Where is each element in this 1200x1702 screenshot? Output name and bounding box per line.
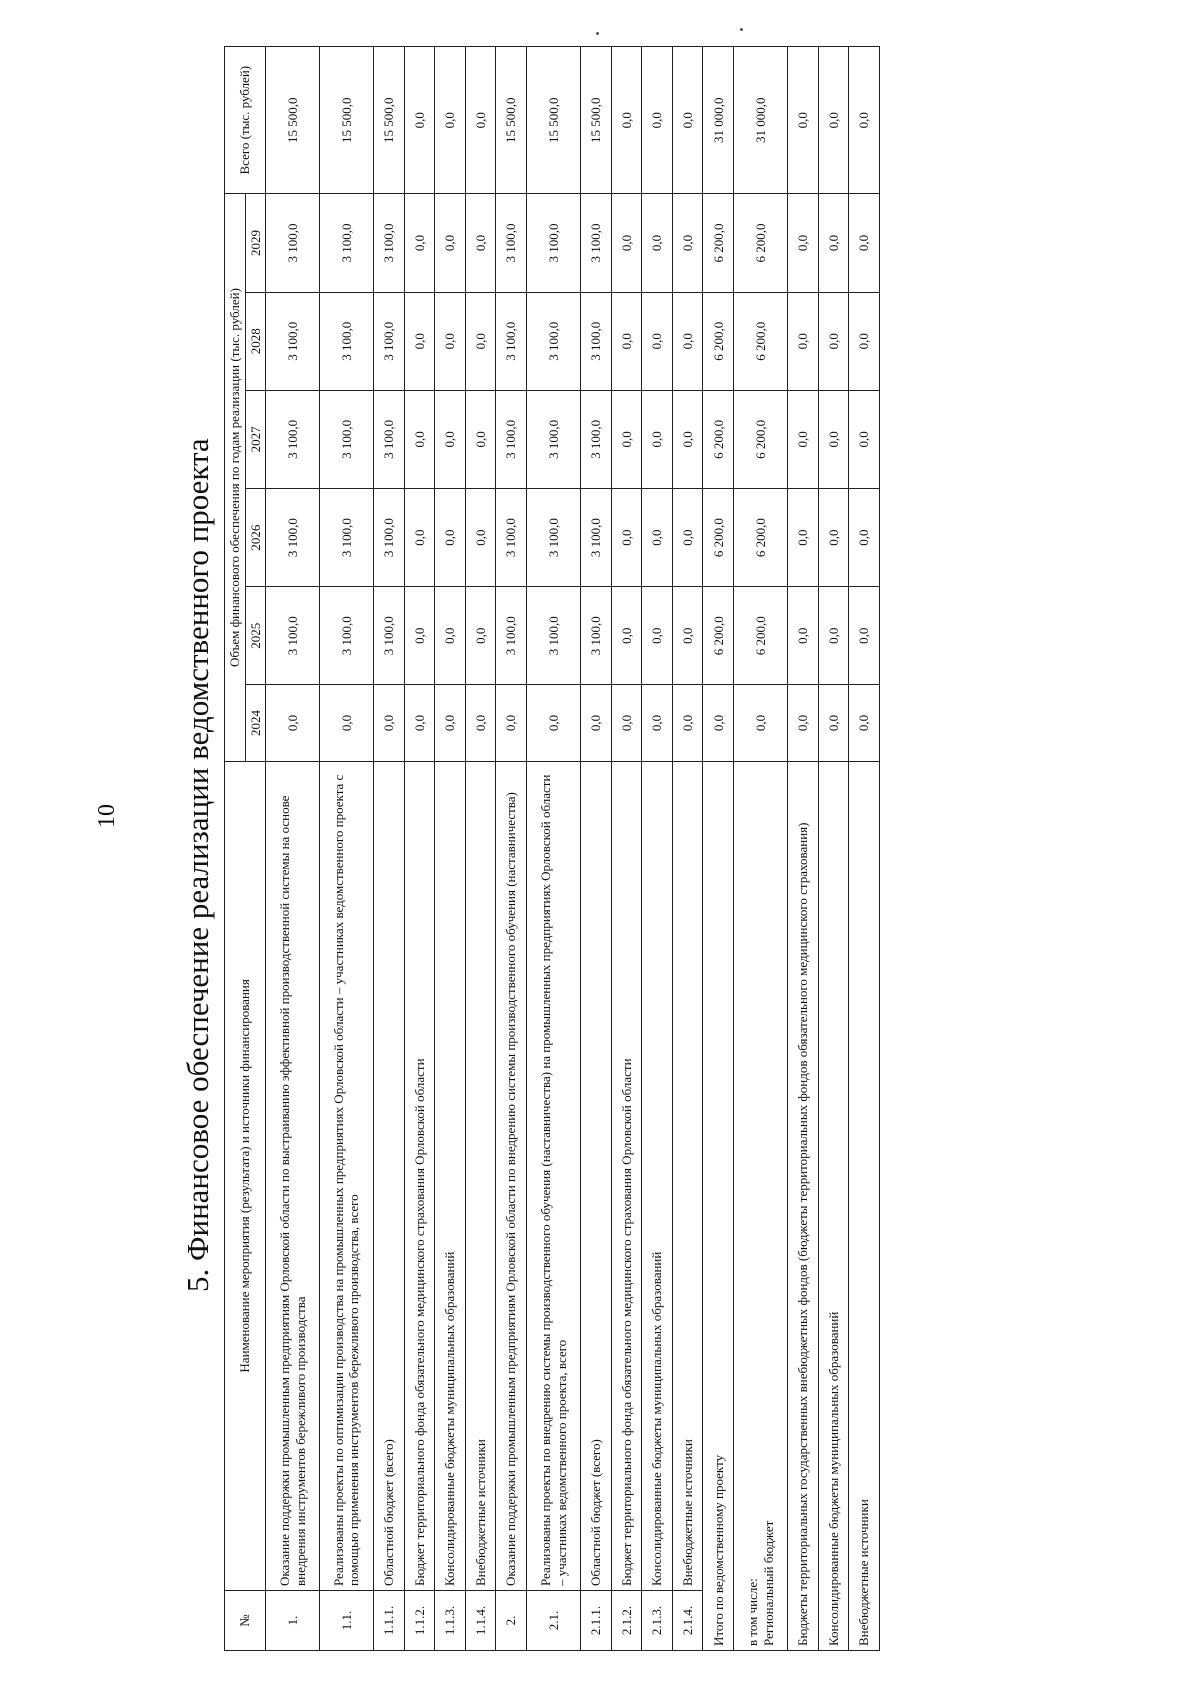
- summary-year-value: 0,0: [849, 587, 880, 685]
- summary-year-value: 0,0: [818, 194, 849, 292]
- header-year: 2025: [245, 587, 266, 685]
- header-num: №: [225, 1591, 266, 1651]
- summary-name-text: Консолидированные бюджеты муниципальных образований: [825, 1311, 841, 1646]
- summary-year-value: 6 200,0: [734, 194, 788, 292]
- row-year-value: 0,0: [435, 390, 466, 488]
- summary-year-value: 6 200,0: [734, 587, 788, 685]
- page-number: 10: [94, 804, 120, 828]
- row-name: Областной бюджет (всего): [373, 761, 404, 1590]
- table-row: [465, 47, 496, 1651]
- row-name: Оказание поддержки промышленным предприятиям Орловской области по выстраиванию эффективной производственной системы на основе внедрения инструментов бережливого производства: [266, 761, 320, 1590]
- row-year-value: 0,0: [580, 685, 611, 761]
- row-year-value: 3 100,0: [580, 587, 611, 685]
- table-row: [527, 47, 581, 1651]
- row-year-value: 0,0: [465, 194, 496, 292]
- row-year-value: 3 100,0: [320, 587, 374, 685]
- summary-name: [703, 761, 734, 1650]
- row-year-value: 3 100,0: [496, 194, 527, 292]
- row-year-value: 3 100,0: [527, 587, 581, 685]
- header-year: 2028: [245, 292, 266, 390]
- row-year-value: 0,0: [672, 488, 703, 586]
- row-total: 0,0: [611, 47, 642, 194]
- row-year-value: 0,0: [496, 685, 527, 761]
- table-row: [435, 47, 466, 1651]
- summary-year-value: 0,0: [787, 292, 818, 390]
- summary-year-value: 0,0: [849, 390, 880, 488]
- row-year-value: 0,0: [266, 685, 320, 761]
- row-number: 1.1.: [320, 1591, 374, 1651]
- row-year-value: 0,0: [435, 488, 466, 586]
- row-year-value: 3 100,0: [580, 194, 611, 292]
- page-title: 5. Финансовое обеспечение реализации ведомственного проекта: [180, 438, 215, 1292]
- row-year-value: 3 100,0: [373, 194, 404, 292]
- row-year-value: 3 100,0: [266, 587, 320, 685]
- summary-year-value: 6 200,0: [734, 292, 788, 390]
- row-year-value: 0,0: [672, 292, 703, 390]
- row-total: 0,0: [672, 47, 703, 194]
- summary-row: [703, 47, 734, 1651]
- row-year-value: 3 100,0: [527, 390, 581, 488]
- summary-total: 0,0: [787, 47, 818, 194]
- row-year-value: 3 100,0: [266, 292, 320, 390]
- row-number: 2.1.: [527, 1591, 581, 1651]
- table-row: [611, 47, 642, 1651]
- row-total: 15 500,0: [266, 47, 320, 194]
- summary-row: [734, 47, 788, 1651]
- summary-row: [787, 47, 818, 1651]
- row-year-value: 0,0: [404, 292, 435, 390]
- row-year-value: 3 100,0: [527, 488, 581, 586]
- row-name: Внебюджетные источники: [465, 761, 496, 1590]
- header-years-group: Объем финансового обеспечения по годам реализации (тыс. рублей): [225, 194, 246, 761]
- row-year-value: 0,0: [611, 685, 642, 761]
- row-total: 15 500,0: [527, 47, 581, 194]
- row-year-value: 0,0: [611, 292, 642, 390]
- row-year-value: 3 100,0: [266, 194, 320, 292]
- row-name: Оказание поддержки промышленным предприятиям Орловской области по внедрению системы производственного обучения (наставничества): [496, 761, 527, 1590]
- summary-year-value: 6 200,0: [703, 194, 734, 292]
- row-name: Реализованы проекты по внедрению системы производственного обучения (наставничества) на промышленных предприятиях Орловской области – участниках ведомственного проекта, всего: [527, 761, 581, 1590]
- row-number: 1.1.3.: [435, 1591, 466, 1651]
- summary-year-value: 0,0: [818, 488, 849, 586]
- row-year-value: 0,0: [404, 194, 435, 292]
- row-year-value: 3 100,0: [580, 390, 611, 488]
- summary-name: [849, 761, 880, 1650]
- financing-table-container: [224, 46, 880, 1651]
- row-year-value: 3 100,0: [320, 292, 374, 390]
- row-total: 15 500,0: [373, 47, 404, 194]
- row-year-value: 0,0: [465, 587, 496, 685]
- header-year: 2024: [245, 685, 266, 761]
- summary-name-text: Бюджеты территориальных государственных внебюджетных фондов (бюджеты территориальных фондов обязательного медицинского страхования): [794, 822, 810, 1646]
- row-year-value: 3 100,0: [266, 390, 320, 488]
- row-total: 15 500,0: [580, 47, 611, 194]
- row-number: 1.: [266, 1591, 320, 1651]
- row-year-value: 0,0: [642, 587, 673, 685]
- table-row: [266, 47, 320, 1651]
- table-header-row: [225, 47, 246, 1651]
- table-row: [642, 47, 673, 1651]
- row-year-value: 0,0: [435, 194, 466, 292]
- summary-year-value: 0,0: [818, 587, 849, 685]
- row-year-value: 3 100,0: [320, 488, 374, 586]
- row-year-value: 3 100,0: [373, 292, 404, 390]
- row-year-value: 3 100,0: [373, 587, 404, 685]
- row-year-value: 0,0: [611, 587, 642, 685]
- row-number: 1.1.4.: [465, 1591, 496, 1651]
- row-year-value: 3 100,0: [580, 292, 611, 390]
- row-year-value: 3 100,0: [496, 390, 527, 488]
- row-year-value: 3 100,0: [320, 390, 374, 488]
- row-year-value: 0,0: [527, 685, 581, 761]
- summary-year-value: 0,0: [849, 292, 880, 390]
- row-year-value: 0,0: [672, 685, 703, 761]
- row-year-value: 3 100,0: [580, 488, 611, 586]
- financing-table: [224, 46, 880, 1651]
- row-year-value: 0,0: [465, 685, 496, 761]
- row-year-value: 0,0: [611, 194, 642, 292]
- summary-year-value: 0,0: [849, 488, 880, 586]
- row-year-value: 0,0: [611, 390, 642, 488]
- row-year-value: 3 100,0: [266, 488, 320, 586]
- row-year-value: 0,0: [435, 685, 466, 761]
- row-year-value: 0,0: [642, 390, 673, 488]
- row-year-value: 0,0: [465, 292, 496, 390]
- row-name: Консолидированные бюджеты муниципальных образований: [642, 761, 673, 1590]
- scan-speck: [740, 28, 743, 31]
- summary-total: 0,0: [818, 47, 849, 194]
- summary-year-value: 6 200,0: [703, 390, 734, 488]
- header-year: 2027: [245, 390, 266, 488]
- row-year-value: 0,0: [404, 390, 435, 488]
- summary-year-value: 0,0: [787, 587, 818, 685]
- summary-name-text: Внебюджетные источники: [856, 1499, 872, 1646]
- row-year-value: 3 100,0: [496, 587, 527, 685]
- summary-name: [734, 761, 788, 1650]
- summary-total: 0,0: [849, 47, 880, 194]
- row-year-value: 0,0: [642, 292, 673, 390]
- summary-year-value: 0,0: [787, 390, 818, 488]
- row-year-value: 0,0: [465, 488, 496, 586]
- row-name: Внебюджетные источники: [672, 761, 703, 1590]
- row-name: Реализованы проекты по оптимизации производства на промышленных предприятиях Орловской области – участниках ведомственного проекта с помощью применения инструментов бережливого производства, всего: [320, 761, 374, 1590]
- table-row: [373, 47, 404, 1651]
- summary-year-value: 0,0: [787, 685, 818, 761]
- row-total: 0,0: [465, 47, 496, 194]
- row-year-value: 0,0: [642, 685, 673, 761]
- summary-year-value: 0,0: [787, 488, 818, 586]
- scan-speck: [596, 32, 599, 35]
- summary-year-value: 6 200,0: [703, 292, 734, 390]
- row-number: 2.1.4.: [672, 1591, 703, 1651]
- row-total: 0,0: [435, 47, 466, 194]
- header-year: 2029: [245, 194, 266, 292]
- row-name: Бюджет территориального фонда обязательного медицинского страхования Орловской области: [404, 761, 435, 1590]
- row-total: 15 500,0: [320, 47, 374, 194]
- row-year-value: 0,0: [672, 390, 703, 488]
- row-year-value: 0,0: [320, 685, 374, 761]
- row-number: 2.1.1.: [580, 1591, 611, 1651]
- row-number: 1.1.2.: [404, 1591, 435, 1651]
- summary-year-value: 6 200,0: [703, 488, 734, 586]
- summary-name: [787, 761, 818, 1650]
- row-year-value: 3 100,0: [527, 292, 581, 390]
- summary-year-value: 0,0: [818, 390, 849, 488]
- header-name: Наименование мероприятия (результата) и источники финансирования: [225, 761, 266, 1590]
- table-row: [580, 47, 611, 1651]
- row-number: 2.1.2.: [611, 1591, 642, 1651]
- row-year-value: 0,0: [435, 587, 466, 685]
- summary-year-value: 0,0: [849, 194, 880, 292]
- header-total: Всего (тыс. рублей): [225, 47, 266, 194]
- summary-name: [818, 761, 849, 1650]
- summary-year-value: 6 200,0: [734, 390, 788, 488]
- row-year-value: 3 100,0: [373, 488, 404, 586]
- summary-name-prefix: в том числе:: [744, 1578, 760, 1646]
- row-year-value: 0,0: [672, 587, 703, 685]
- row-year-value: 0,0: [435, 292, 466, 390]
- row-total: 15 500,0: [496, 47, 527, 194]
- summary-name-text: Итого по ведомственному проекту: [710, 1454, 726, 1646]
- row-total: 0,0: [642, 47, 673, 194]
- row-total: 0,0: [404, 47, 435, 194]
- summary-year-value: 6 200,0: [703, 587, 734, 685]
- row-number: 1.1.1.: [373, 1591, 404, 1651]
- summary-name-text: Региональный бюджет: [760, 1520, 776, 1646]
- row-year-value: 0,0: [672, 194, 703, 292]
- row-year-value: 3 100,0: [496, 292, 527, 390]
- row-year-value: 0,0: [642, 194, 673, 292]
- summary-year-value: 6 200,0: [734, 488, 788, 586]
- row-year-value: 3 100,0: [373, 390, 404, 488]
- row-year-value: 3 100,0: [527, 194, 581, 292]
- row-year-value: 0,0: [404, 488, 435, 586]
- summary-row: [818, 47, 849, 1651]
- summary-year-value: 0,0: [734, 685, 788, 761]
- table-row: [672, 47, 703, 1651]
- summary-year-value: 0,0: [787, 194, 818, 292]
- row-number: 2.: [496, 1591, 527, 1651]
- summary-total: 31 000,0: [703, 47, 734, 194]
- table-row: [404, 47, 435, 1651]
- row-name: Областной бюджет (всего): [580, 761, 611, 1590]
- summary-row: [849, 47, 880, 1651]
- summary-year-value: 0,0: [818, 685, 849, 761]
- row-year-value: 0,0: [404, 587, 435, 685]
- row-year-value: 3 100,0: [320, 194, 374, 292]
- row-year-value: 0,0: [465, 390, 496, 488]
- summary-total: 31 000,0: [734, 47, 788, 194]
- row-year-value: 0,0: [611, 488, 642, 586]
- row-year-value: 0,0: [642, 488, 673, 586]
- table-row: [320, 47, 374, 1651]
- summary-year-value: 0,0: [703, 685, 734, 761]
- summary-year-value: 0,0: [849, 685, 880, 761]
- row-year-value: 3 100,0: [496, 488, 527, 586]
- row-number: 2.1.3.: [642, 1591, 673, 1651]
- header-year: 2026: [245, 488, 266, 586]
- row-year-value: 0,0: [373, 685, 404, 761]
- table-row: [496, 47, 527, 1651]
- row-name: Консолидированные бюджеты муниципальных образований: [435, 761, 466, 1590]
- summary-year-value: 0,0: [818, 292, 849, 390]
- row-name: Бюджет территориального фонда обязательного медицинского страхования Орловской области: [611, 761, 642, 1590]
- row-year-value: 0,0: [404, 685, 435, 761]
